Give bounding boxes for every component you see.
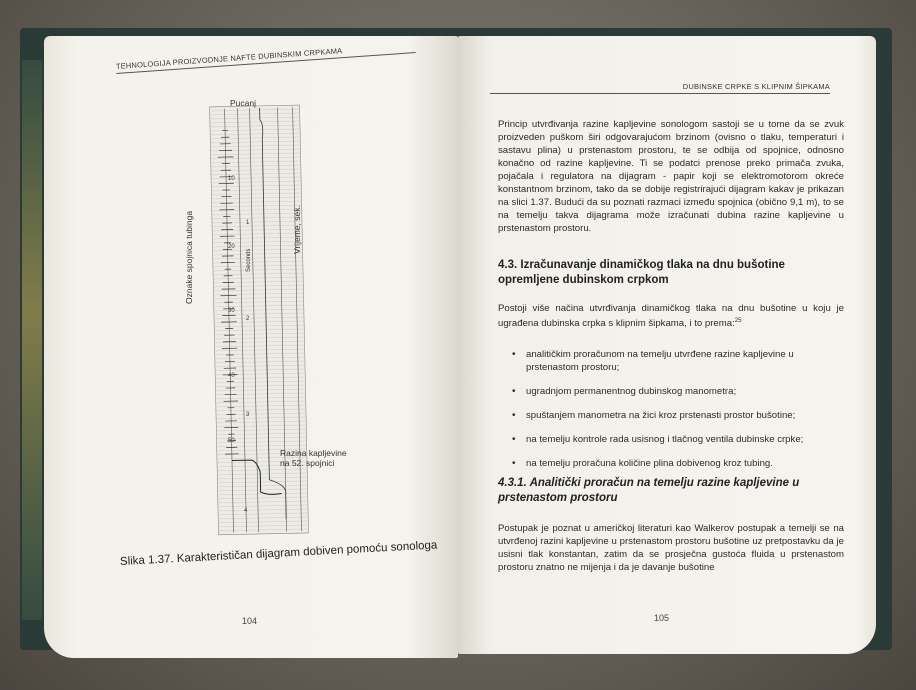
list-item: • na temelju proračuna količine plina dobivenog kroz tubing. xyxy=(512,457,842,470)
page-number-left: 104 xyxy=(242,616,258,626)
tick-label: 30 xyxy=(228,308,235,314)
tick-label: 20 xyxy=(228,244,235,250)
paragraph-walker-method: Postupak je poznat u američkoj literaturi kao Walkerov postupak a temelji se na utvrđenoj razini kapljevine u prstenastom prostoru bušotine uz pretpostavku da je usisni tlak konstantan, zatim da se prosječna gustoća fluida u prstenastom prostoru znatno ne mijenja i da je davanje bušotine xyxy=(498,523,844,573)
right-page xyxy=(458,36,876,654)
running-header-right: DUBINSKE CRPKE S KLIPNIM ŠIPKAMA xyxy=(490,82,830,94)
footnote-ref: 25 xyxy=(734,318,742,324)
sonolog-diagram xyxy=(189,99,323,538)
paragraph-sonolog-principle: Princip utvrđivanja razine kapljevine sonologom sastoji se u tome da se zvuk proizveden puškom širi odgovarajućom brzinom (ovisno o tlaku, temperaturi i sastavu plina) u prstenastom prostoru, te se odbija od spojnice, odnosno konačno od razine kapljevine. Ti se podatci prenose preko primača zvuka, pojačala i regulatora na dijagram - papir koji se elektromotorom okreće konstantnom brzinom, tako da se dobije registrirajući dijagram kakav je prikazan na slici 1.37. Budući da su poznati razmaci između spojnica (obično 9,1 m), to se na temelju takva dijagrama može izračunati dubina razine kapljevine u prstenastom prostoru. xyxy=(498,119,844,234)
second-tick: 2 xyxy=(246,316,250,322)
label-tubing-joints: Oznake spojnica tubinga xyxy=(184,210,194,304)
running-header-left: TEHNOLOGIJA PROIZVODNJE NAFTE DUBINSKIM CRPKAMA xyxy=(116,41,416,74)
cover-decoration xyxy=(22,60,42,620)
tick-label: 40 xyxy=(228,373,235,379)
second-tick: 4 xyxy=(244,508,248,514)
second-tick: 3 xyxy=(246,412,250,418)
page-number-right: 105 xyxy=(654,613,670,623)
left-page xyxy=(44,36,458,658)
list-item: • na temelju kontrole rada usisnog i tlačnog ventila dubinske crpke; xyxy=(512,433,842,446)
label-shot: Pucanj xyxy=(230,98,256,108)
methods-list xyxy=(512,348,842,481)
heading-number: 4.3. xyxy=(498,259,518,271)
list-item: • spuštanjem manometra na žici kroz prstenasti prostor bušotine; xyxy=(512,409,842,422)
tick-label: 50 xyxy=(228,438,235,444)
figure-caption: Slika 1.37. Karakterističan dijagram dobiven pomoću sonologa xyxy=(119,539,438,568)
list-item: • analitičkim proračunom na temelju utvrđene razine kapljevine u prstenastom prostoru; xyxy=(512,348,842,374)
list-item: • ugradnjom permanentnog dubinskog manometra; xyxy=(512,385,842,398)
seconds-word: Seconds xyxy=(246,248,252,272)
label-liquid-level: Razina kapljevine na 52. spojnici xyxy=(280,448,347,468)
diagram-svg xyxy=(189,99,323,538)
label-time-sec: Vrijeme, sek. xyxy=(292,205,302,254)
tick-label: 10 xyxy=(228,176,235,182)
heading-number: 4.3.1. xyxy=(498,477,527,489)
heading-text: Izračunavanje dinamičkog tlaka na dnu bušotine opremljene dubinskom crpkom xyxy=(498,259,785,286)
paragraph-methods-text: Postoji više načina utvrđivanja dinamičkog tlaka na dnu bušotine u koju je ugrađena dubinska crpka s klipnim šipkama, i to prema: xyxy=(498,303,844,330)
paragraph-methods-intro xyxy=(498,302,844,330)
heading-text: Analitički proračun na temelju razine kapljevine u prstenastom prostoru xyxy=(498,477,800,504)
section-heading-4-3-1 xyxy=(498,476,848,506)
section-heading-4-3 xyxy=(498,258,848,288)
second-tick: 1 xyxy=(246,220,250,226)
